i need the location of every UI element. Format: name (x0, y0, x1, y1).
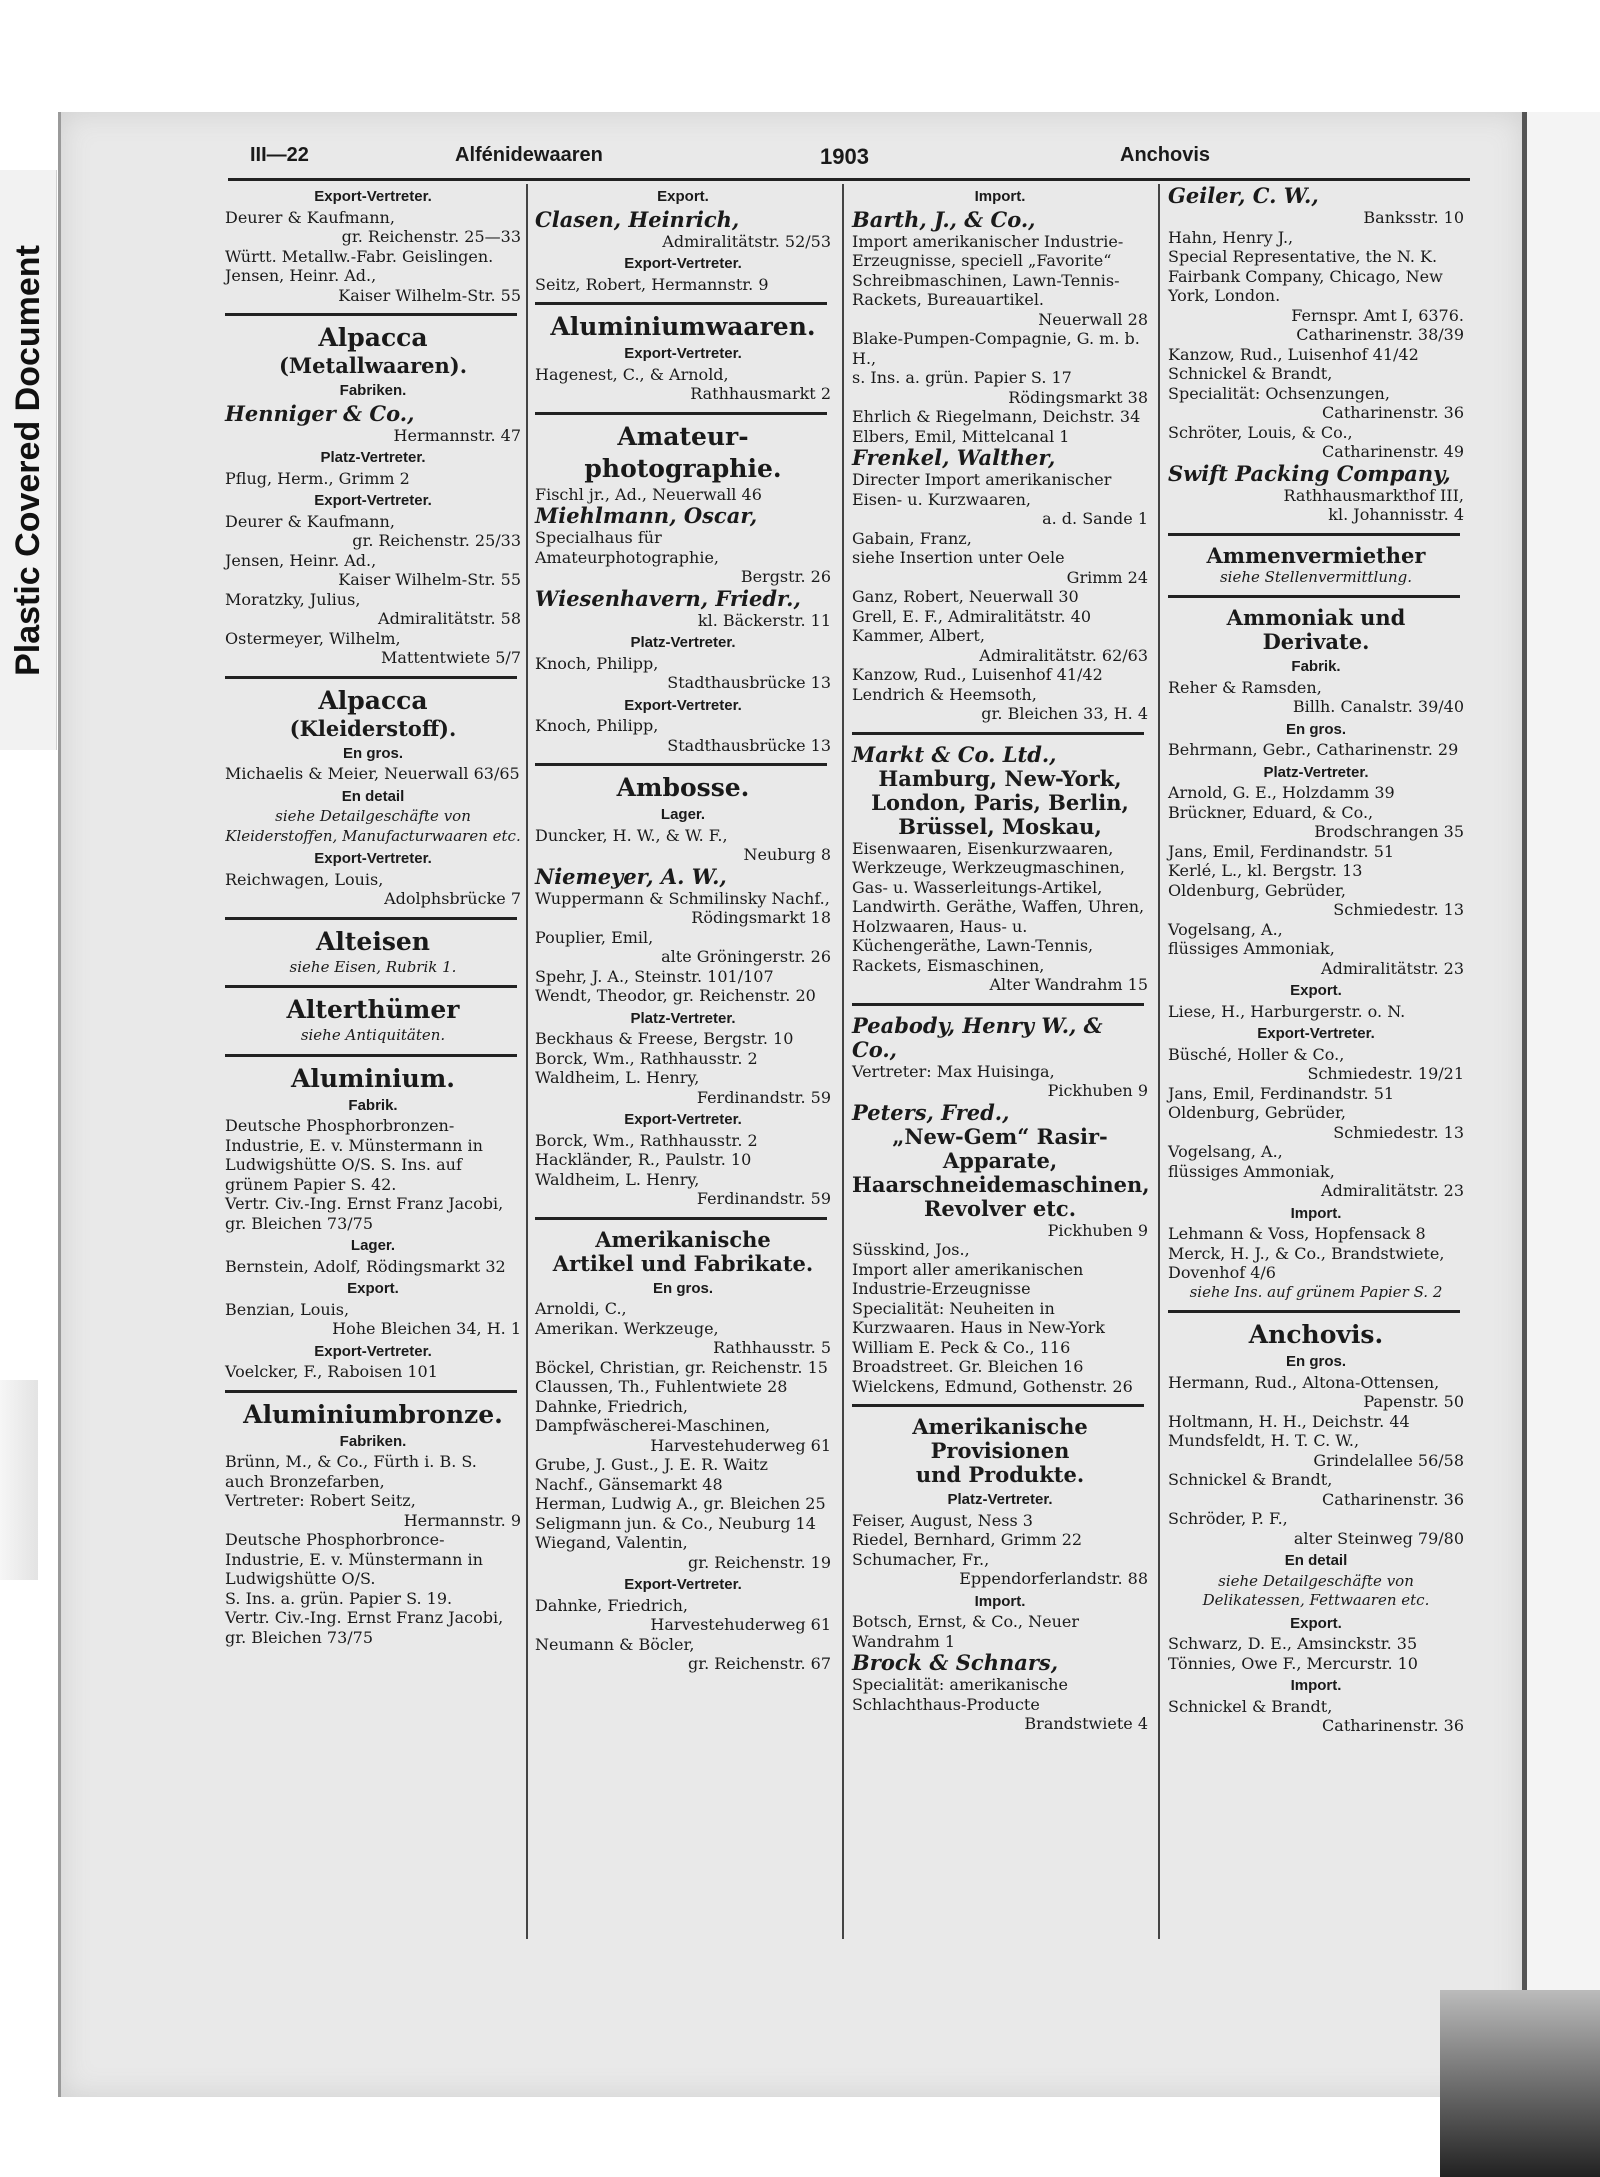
directory-entry: Hermannstr. 9 (403, 1510, 521, 1530)
section-rule (225, 313, 517, 316)
section-rule (535, 302, 827, 305)
directory-entry: alter Steinweg 79/80 (1293, 1528, 1464, 1548)
directory-entry: Arnoldi, C., (535, 1299, 627, 1318)
directory-entry: Liese, H., Harburgerstr. o. N. (1168, 1001, 1406, 1021)
directory-entry: Elbers, Emil, Mittelcanal 1 (852, 426, 1070, 446)
directory-entry: Seligmann jun. & Co., Neuburg 14 (535, 1513, 816, 1533)
running-head (250, 140, 1470, 172)
directory-entry: Schwarz, D. E., Amsinckstr. 35 (1168, 1634, 1418, 1653)
section-heading: Amerikanische (912, 1414, 1088, 1439)
directory-entry: Kanzow, Rud., Luisenhof 41/42 (1168, 344, 1419, 364)
category-label: Export-Vertreter. (624, 255, 742, 272)
directory-entry: gr. Bleichen 33, H. 4 (981, 704, 1148, 723)
category-label: Export-Vertreter. (314, 492, 432, 509)
category-label: Export-Vertreter. (624, 1111, 742, 1128)
section-heading: (Metallwaaren). (278, 353, 468, 378)
bottom-corner-shadow (1440, 1990, 1600, 2177)
category-label: Export-Vertreter. (314, 1342, 432, 1360)
directory-entry: Banksstr. 10 (1363, 208, 1464, 227)
directory-entry: gr. Reichenstr. 67 (687, 1654, 831, 1673)
directory-entry: Admiralitätstr. 52/53 (662, 231, 831, 251)
section-heading: Artikel und Fabrikate. (552, 1250, 814, 1276)
directory-entry: Pickhuben 9 (1047, 1220, 1148, 1240)
directory-entry: Grimm 24 (1066, 567, 1148, 587)
section-rule (225, 1390, 517, 1393)
section-heading: Alterthümer (286, 995, 460, 1024)
section-rule (225, 985, 517, 988)
directory-entry: s. Ins. a. grün. Papier S. 17 (852, 368, 1072, 387)
directory-entry: Jans, Emil, Ferdinandstr. 51 (1168, 1083, 1395, 1103)
directory-entry: Vertreter: Max Huisinga, (852, 1061, 1055, 1081)
directory-entry: Grube, J. Gust., J. E. R. Waitz Nachf., Gänsemarkt 48 (535, 1455, 768, 1494)
directory-entry: Herman, Ludwig A., gr. Bleichen 25 (535, 1494, 826, 1513)
directory-entry: Grell, E. F., Admiralitätstr. 40 (852, 606, 1091, 626)
directory-entry: Kerlé, L., kl. Bergstr. 13 (1168, 861, 1363, 880)
directory-entry: Bernstein, Adolf, Rödingsmarkt 32 (225, 1256, 506, 1276)
directory-entry: Spehr, J. A., Steinstr. 101/107 (535, 966, 774, 986)
directory-entry: Ferdinandstr. 59 (696, 1087, 831, 1107)
category-label: Import. (974, 188, 1026, 205)
directory-entry: Böckel, Christian, gr. Reichenstr. 15 (535, 1357, 828, 1377)
section-heading: Ammoniak und (1226, 605, 1406, 630)
cross-reference: siehe Eisen, Rubrik 1. (289, 957, 457, 976)
category-label: Platz-Vertreter. (1263, 763, 1369, 781)
directory-entry: Fernspr. Amt I, 6376. (1291, 305, 1464, 325)
directory-entry: Eppendorferlandstr. 88 (959, 1569, 1148, 1588)
directory-entry: Pouplier, Emil, (535, 927, 654, 947)
category-label: Fabrik. (1291, 658, 1341, 675)
directory-entry: Benzian, Louis, (225, 1299, 350, 1319)
category-label: En detail (1284, 1552, 1348, 1569)
directory-entry: Claussen, Th., Fuhlentwiete 28 (535, 1377, 788, 1396)
firm-name: Niemeyer, A. W., (535, 863, 727, 889)
directory-entry: Reher & Ramsden, (1168, 677, 1322, 697)
section-heading: „New-Gem“ Rasir-Apparate, Haarschneidemaschinen, Revolver etc. (852, 1123, 1150, 1221)
directory-entry: Pickhuben 9 (1047, 1081, 1148, 1100)
directory-entry: Hermann, Rud., Altona-Ottensen, (1168, 1372, 1440, 1392)
directory-entry: Oldenburg, Gebrüder, (1168, 880, 1346, 900)
category-label: Import. (974, 1592, 1026, 1610)
section-rule (1168, 1310, 1460, 1313)
directory-entry: Schmiedestr. 13 (1333, 1122, 1464, 1142)
section-heading: Amerikanische (595, 1226, 771, 1252)
directory-entry: a. d. Sande 1 (1042, 509, 1148, 528)
column-divider (526, 184, 528, 1939)
section-heading: Ambosse. (616, 773, 750, 802)
sidebar-label (0, 170, 57, 750)
category-label: Export. (1290, 1614, 1342, 1632)
directory-entry: Oldenburg, Gebrüder, (1168, 1103, 1346, 1122)
directory-entry: Riedel, Bernhard, Grimm 22 (852, 1530, 1083, 1549)
category-label: En gros. (1285, 1353, 1346, 1370)
section-rule (535, 1217, 827, 1220)
category-label: Export-Vertreter. (624, 1576, 742, 1593)
directory-entry: S. Ins. a. grün. Papier S. 19. (225, 1588, 453, 1608)
page-number: III—22 (250, 144, 309, 166)
directory-entry: Moratzky, Julius, (225, 589, 361, 609)
header-year: 1903 (820, 144, 869, 169)
directory-entry: Specialität: Ochsenzungen, (1168, 383, 1390, 403)
directory-entry: kl. Johannisstr. 4 (1328, 505, 1464, 524)
directory-entry: Duncker, H. W., & W. F., (535, 825, 728, 845)
directory-entry: Special Representative, the N. K. Fairbank Company, Chicago, New York, London. (1168, 247, 1443, 305)
category-label: Fabriken. (339, 382, 407, 399)
directory-entry: Bergstr. 26 (740, 567, 831, 586)
directory-entry: Süsskind, Jos., (852, 1240, 970, 1259)
directory-entry: Mattentwiete 5/7 (381, 648, 521, 667)
category-label: Lager. (660, 806, 706, 823)
directory-entry: Harvestehuderweg 61 (650, 1435, 831, 1455)
directory-entry: siehe Insertion unter Oele (852, 548, 1065, 567)
directory-entry: Jensen, Heinr. Ad., (225, 550, 377, 570)
directory-entry: Holtmann, H. H., Deichstr. 44 (1168, 1411, 1410, 1431)
directory-entry: Tönnies, Owe F., Mercurstr. 10 (1168, 1653, 1418, 1673)
directory-entry: Ferdinandstr. 59 (696, 1189, 831, 1208)
section-rule (535, 763, 827, 766)
cross-reference: siehe Antiquitäten. (300, 1026, 446, 1044)
directory-entry: Wiegand, Valentin, (535, 1533, 688, 1552)
directory-entry: Behrmann, Gebr., Catharinenstr. 29 (1168, 740, 1459, 759)
column-divider (1158, 184, 1160, 1939)
section-heading: Ammenvermiether (1206, 542, 1426, 568)
section-heading: Aluminium. (290, 1063, 456, 1093)
directory-entry: Knoch, Philipp, (535, 716, 659, 735)
cross-reference: siehe Stellenvermittlung. (1219, 567, 1413, 586)
directory-entry: Schnickel & Brandt, (1168, 1696, 1333, 1716)
cross-reference: siehe Detailgeschäfte von Delikatessen, Fettwaaren etc. (1202, 1571, 1430, 1609)
directory-entry: Catharinenstr. 36 (1322, 1716, 1464, 1735)
directory-entry: Fischl jr., Ad., Neuerwall 46 (535, 484, 762, 504)
category-label: Fabriken. (339, 1432, 407, 1450)
directory-entry: Import amerikanischer Industrie-Erzeugnisse, speciell „Favorite“ Schreibmaschinen, Lawn-Tennis-Rackets, Bureauartikel. (852, 231, 1124, 309)
category-label: Export. (657, 188, 709, 205)
directory-entry: Büsché, Holler & Co., (1168, 1044, 1345, 1064)
directory-entry: Jans, Emil, Ferdinandstr. 51 (1168, 841, 1395, 861)
directory-entry: Catharinenstr. 36 (1322, 403, 1464, 422)
section-heading: Alpacca (318, 685, 428, 715)
firm-name: Swift Packing Company, (1168, 460, 1451, 486)
header-rule (228, 178, 1470, 181)
directory-entry: Ostermeyer, Wilhelm, (225, 628, 401, 648)
firm-name: Miehlmann, Oscar, (535, 503, 758, 528)
category-label: Fabrik. (348, 1096, 398, 1114)
section-rule (852, 732, 1144, 735)
directory-entry: Wuppermann & Schmilinsky Nachf., (535, 888, 830, 908)
sidebar-label-text: Plastic Covered Document (8, 244, 47, 676)
adjacent-page-edge (1522, 112, 1600, 2097)
firm-name: Clasen, Heinrich, (535, 206, 740, 232)
directory-entry: Hackländer, R., Paulstr. 10 (535, 1150, 752, 1169)
category-label: Export-Vertreter. (624, 696, 742, 714)
section-heading: und Produkte. (915, 1462, 1085, 1487)
directory-entry: Schnickel & Brandt, (1168, 1470, 1333, 1489)
directory-entry: Import aller amerikanischen Industrie-Erzeugnisse (852, 1259, 1084, 1298)
directory-entry: Grindelallee 56/58 (1313, 1450, 1464, 1470)
directory-entry: Specialhaus für Amateurphotographie, (535, 528, 720, 567)
directory-entry: Directer Import amerikanischer Eisen- u. Kurzwaaren, (852, 470, 1112, 509)
directory-entry: Rödingsmarkt 38 (1008, 387, 1148, 407)
directory-entry: Hagenest, C., & Arnold, (535, 364, 729, 384)
firm-name: Markt & Co. Ltd., (852, 741, 1057, 767)
directory-entry: Pflug, Herm., Grimm 2 (225, 468, 410, 488)
directory-entry: Papenstr. 50 (1363, 1392, 1464, 1411)
directory-entry: Neuerwall 28 (1038, 309, 1148, 329)
section-rule (225, 676, 517, 679)
directory-entry: kl. Bäckerstr. 11 (697, 610, 831, 630)
directory-entry: Deutsche Phosphorbronce-Industrie, E. v. Münstermann in Ludwigshütte O/S. (225, 1530, 483, 1588)
directory-entry: Rathhausstr. 5 (713, 1338, 831, 1357)
directory-entry: Schmiedestr. 19/21 (1307, 1064, 1464, 1083)
directory-entry: Stadthausbrücke 13 (667, 673, 831, 692)
section-rule (852, 1003, 1144, 1006)
directory-entry: Admiralitätstr. 58 (378, 609, 521, 628)
directory-entry: Vertr. Civ.-Ing. Ernst Franz Jacobi, gr. Bleichen 73/75 (225, 1194, 504, 1233)
directory-entry: Hahn, Henry J., (1168, 227, 1294, 247)
directory-entry: Hermannstr. 47 (393, 425, 521, 445)
directory-entry: Specialität: Neuheiten in Kurzwaaren. Haus in New-York William E. Peck & Co., 116 Broadstreet. Gr. Bleichen 16 (852, 1298, 1105, 1376)
directory-entry: Lehmann & Voss, Hopfensack 8 (1168, 1224, 1426, 1243)
directory-entry: Schröter, Louis, & Co., (1168, 422, 1353, 442)
category-label: En gros. (342, 744, 403, 762)
directory-entry: Amerikan. Werkzeuge, (535, 1318, 719, 1338)
directory-entry: Specialität: amerikanische Schlachthaus-Producte (852, 1675, 1068, 1714)
directory-entry: Vertreter: Robert Seitz, (225, 1491, 416, 1510)
directory-entry: Alter Wandrahm 15 (989, 975, 1148, 994)
directory-entry: alte Gröningerstr. 26 (661, 947, 831, 966)
directory-entry: Harvestehuderweg 61 (650, 1615, 831, 1634)
category-label: Export-Vertreter. (314, 850, 432, 867)
firm-name: Barth, J., & Co., (852, 206, 1036, 232)
directory-entry: Deutsche Phosphorbronzen-Industrie, E. v. Münstermann in Ludwigshütte O/S. S. Ins. auf grünem Papier S. 42. (225, 1116, 483, 1194)
directory-entry: Brandstwiete 4 (1024, 1714, 1148, 1733)
directory-entry: Ganz, Robert, Neuerwall 30 (852, 587, 1079, 606)
directory-entry: Waldheim, L. Henry, (535, 1169, 700, 1189)
directory-entry: Mundsfeldt, H. T. C. W., (1168, 1431, 1360, 1450)
directory-entry: Lendrich & Heemsoth, (852, 684, 1037, 704)
firm-name: Frenkel, Walther, (852, 445, 1056, 470)
directory-entry: Schnickel & Brandt, (1168, 364, 1333, 383)
firm-name: Peters, Fred., (852, 1099, 1010, 1125)
directory-entry: Dahnke, Friedrich, (535, 1396, 689, 1416)
directory-entry: Vogelsang, A., (1168, 919, 1283, 939)
cross-reference: siehe Detailgeschäfte von Kleiderstoffen, Manufacturwaaren etc. (225, 807, 521, 845)
header-right-word: Anchovis (1120, 144, 1211, 166)
category-label: Import. (1290, 1677, 1342, 1694)
header-left-word: Alfénidewaaren (455, 144, 603, 166)
category-label: Lager. (350, 1237, 396, 1254)
category-label: Platz-Vertreter. (630, 1009, 736, 1027)
directory-entry: Schmiedestr. 13 (1333, 900, 1464, 919)
directory-entry: gr. Reichenstr. 25/33 (352, 531, 521, 550)
directory-entry: flüssiges Ammoniak, (1168, 1161, 1335, 1181)
section-heading: Derivate. (1262, 629, 1370, 654)
category-label: Export-Vertreter. (1257, 1025, 1375, 1042)
directory-entry: Rödingsmarkt 18 (691, 908, 831, 927)
directory-entry: Dahnke, Friedrich, (535, 1595, 689, 1615)
directory-entry: Neumann & Böcler, (535, 1634, 695, 1654)
directory-entry: Reichwagen, Louis, (225, 869, 384, 889)
section-heading: (Kleiderstoff). (289, 715, 457, 741)
directory-entry: Neuburg 8 (743, 845, 831, 864)
directory-entry: Catharinenstr. 38/39 (1296, 325, 1464, 344)
directory-entry: Blake-Pumpen-Compagnie, G. m. b. H., (852, 329, 1140, 368)
section-rule (852, 1404, 1144, 1407)
section-heading: Provisionen (930, 1438, 1070, 1463)
column-4 (1168, 184, 1464, 1984)
directory-entry: gr. Reichenstr. 25—33 (341, 227, 521, 246)
directory-entry: Brünn, M., & Co., Fürth i. B. S. auch Bronzefarben, (225, 1452, 477, 1491)
section-rule (535, 412, 827, 415)
section-rule (225, 1054, 517, 1057)
category-label: Platz-Vertreter. (320, 449, 426, 466)
directory-entry: Wendt, Theodor, gr. Reichenstr. 20 (535, 986, 816, 1005)
directory-entry: Catharinenstr. 49 (1322, 442, 1464, 461)
directory-entry: Deurer & Kaufmann, (225, 511, 395, 531)
directory-entry: Kaiser Wilhelm-Str. 55 (338, 285, 521, 305)
column-divider (842, 184, 844, 1939)
directory-entry: Admiralitätstr. 23 (1321, 1181, 1464, 1200)
directory-entry: Catharinenstr. 36 (1322, 1489, 1464, 1509)
firm-name: Brock & Schnars, (852, 1650, 1059, 1675)
directory-entry: Hohe Bleichen 34, H. 1 (332, 1319, 521, 1338)
directory-entry: Württ. Metallw.-Fabr. Geislingen. (225, 246, 494, 266)
directory-entry: Seitz, Robert, Hermannstr. 9 (535, 274, 769, 294)
directory-entry: Feiser, August, Ness 3 (852, 1510, 1033, 1530)
category-label: Export-Vertreter. (314, 188, 432, 205)
directory-entry: Voelcker, F., Raboisen 101 (225, 1362, 438, 1381)
directory-entry: Adolphsbrücke 7 (384, 889, 521, 908)
category-label: En gros. (652, 1279, 713, 1297)
directory-entry: Kaiser Wilhelm-Str. 55 (338, 570, 521, 589)
directory-entry: Deurer & Kaufmann, (225, 207, 395, 227)
directory-entry: Kammer, Albert, (852, 626, 985, 645)
directory-entry: Billh. Canalstr. 39/40 (1292, 697, 1464, 716)
section-heading: Alteisen (315, 926, 430, 956)
directory-entry: Kanzow, Rud., Luisenhof 41/42 (852, 665, 1103, 684)
category-label: En gros. (1285, 720, 1346, 738)
directory-entry: Merck, H. J., & Co., Brandstwiete, Dovenhof 4/6 (1168, 1243, 1445, 1282)
column-2 (535, 184, 831, 1984)
category-label: Import. (1290, 1204, 1342, 1222)
directory-entry: Vogelsang, A., (1168, 1142, 1283, 1161)
directory-entry: Schumacher, Fr., (852, 1549, 990, 1569)
section-heading: Anchovis. (1248, 1320, 1384, 1349)
directory-entry: Waldheim, L. Henry, (535, 1068, 700, 1087)
category-label: Export-Vertreter. (624, 345, 742, 362)
directory-entry: Rathhausmarkthof III, (1283, 485, 1464, 505)
directory-entry: Borck, Wm., Rathhausstr. 2 (535, 1048, 758, 1068)
section-heading: Aluminiumwaaren. (550, 312, 816, 341)
directory-entry: Gabain, Franz, (852, 528, 972, 548)
directory-entry: Botsch, Ernst, & Co., Neuer Wandrahm 1 (852, 1612, 1079, 1651)
section-rule (225, 917, 517, 920)
directory-entry: Stadthausbrücke 13 (667, 735, 831, 755)
directory-entry: Knoch, Philipp, (535, 653, 659, 673)
category-label: Platz-Vertreter. (947, 1491, 1053, 1508)
directory-entry: Eisenwaaren, Eisenkurzwaaren, Werkzeuge, Werkzeugmaschinen, Gas- u. Wasserleitungs-Artikel, Landwirth. Geräthe, Waffen, Uhren, Holzwaaren, Haus- u. Küchengeräthe, Lawn-Tennis, Rackets, Eismaschinen, (852, 838, 1145, 975)
directory-entry: Beckhaus & Freese, Bergstr. 10 (535, 1029, 794, 1048)
directory-entry: Arnold, G. E., Holzdamm 39 (1168, 783, 1395, 802)
directory-entry: Admiralitätstr. 62/63 (979, 645, 1148, 665)
directory-entry: Wielckens, Edmund, Gothenstr. 26 (852, 1376, 1133, 1396)
directory-entry: Rathhausmarkt 2 (690, 384, 831, 403)
directory-entry: Ehrlich & Riegelmann, Deichstr. 34 (852, 407, 1141, 426)
directory-entry: Brückner, Eduard, & Co., (1168, 802, 1374, 822)
directory-entry: flüssiges Ammoniak, (1168, 939, 1335, 958)
section-rule (1168, 595, 1460, 598)
directory-entry: Brodschrangen 35 (1314, 822, 1464, 841)
firm-name: Wiesenhavern, Friedr., (535, 585, 801, 611)
directory-entry: Schröder, P. F., (1168, 1509, 1288, 1528)
category-label: Platz-Vertreter. (630, 634, 736, 651)
firm-name: Peabody, Henry W., & Co., (852, 1012, 1103, 1062)
section-heading: photographie. (584, 453, 782, 483)
section-rule (1168, 533, 1460, 536)
directory-entry: Admiralitätstr. 23 (1321, 958, 1464, 978)
firm-name: Henniger & Co., (225, 400, 415, 426)
directory-entry: Vertr. Civ.-Ing. Ernst Franz Jacobi, gr. Bleichen 73/75 (225, 1608, 504, 1647)
directory-entry: Borck, Wm., Rathhausstr. 2 (535, 1130, 758, 1150)
category-label: Export. (347, 1280, 399, 1297)
category-label: Export. (1290, 982, 1342, 999)
directory-entry: Jensen, Heinr. Ad., (225, 266, 377, 285)
section-heading: Amateur- (617, 421, 749, 451)
firm-name: Geiler, C. W., (1168, 183, 1319, 208)
section-heading: Aluminiumbronze. (243, 1399, 503, 1429)
column-1 (225, 184, 521, 1984)
directory-entry: Michaelis & Meier, Neuerwall 63/65 (225, 764, 520, 783)
column-3 (852, 184, 1148, 1984)
category-label: En detail (341, 787, 405, 805)
directory-entry: gr. Reichenstr. 19 (687, 1552, 831, 1572)
section-heading: Hamburg, New-York, London, Paris, Berlin, Brüssel, Moskau, (871, 765, 1129, 839)
section-heading: Alpacca (318, 323, 428, 352)
left-edge-shadow (0, 1380, 38, 1580)
directory-entry: Dampfwäscherei-Maschinen, (535, 1416, 771, 1435)
cross-reference: siehe Ins. auf grünem Papier S. 2 (1189, 1282, 1443, 1301)
